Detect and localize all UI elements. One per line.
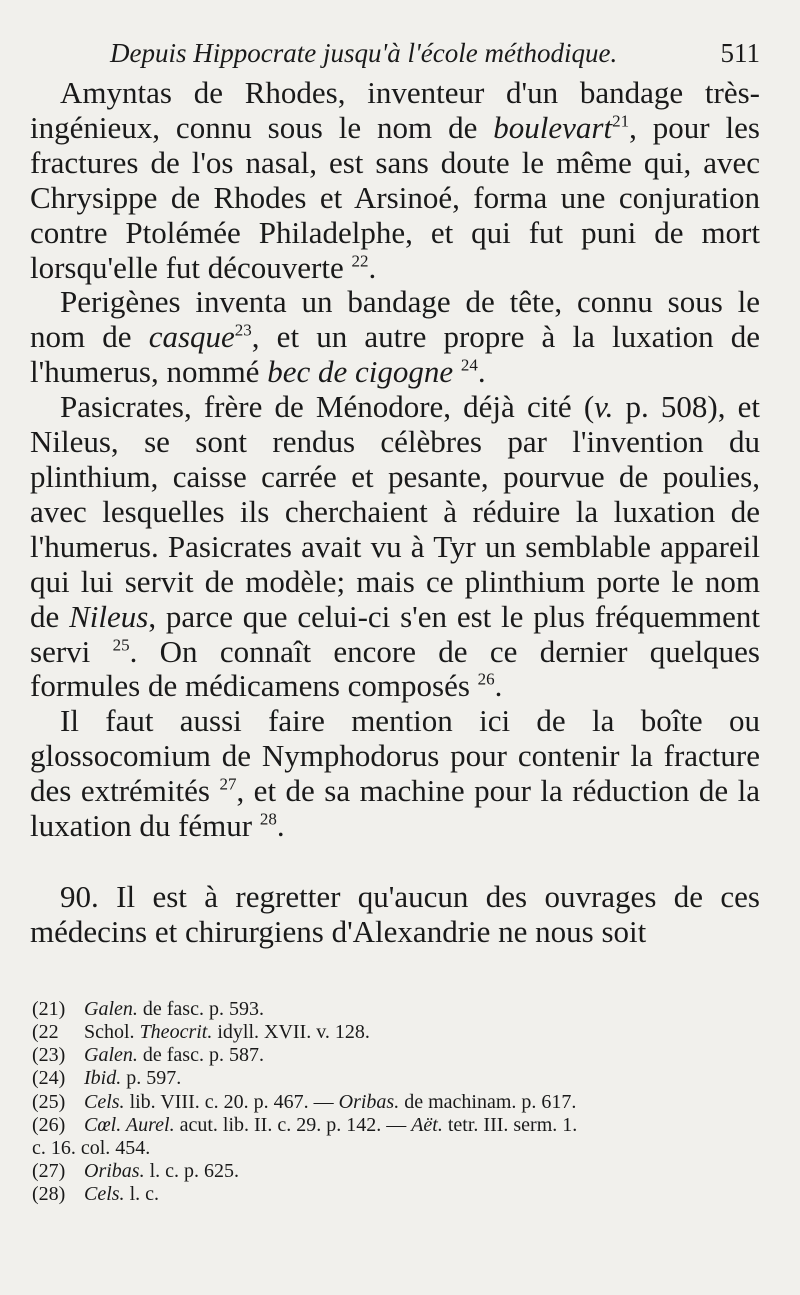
italic-text: Theocrit. — [139, 1020, 213, 1043]
footnote-marker: 24 — [460, 355, 478, 375]
text-run: , parce que celui-ci s'en est le plus fréquemment servi — [30, 598, 760, 669]
text-run: Perigènes inventa un bandage de tête, connu sous le nom de — [30, 284, 760, 355]
text-run: . — [494, 668, 503, 704]
text-run: Il faut aussi faire mention ici de la boîte ou glossocomium de Nymphodorus pour contenir la fracture des extrémités — [30, 703, 760, 809]
page-number: 511 — [720, 38, 760, 68]
italic-text: casque — [148, 319, 235, 355]
running-header — [30, 0, 760, 70]
text-run: . — [477, 354, 486, 390]
footnotes — [30, 998, 760, 1207]
text-run: c. 16. col. 454. — [32, 1136, 151, 1159]
paragraph — [30, 285, 760, 390]
text-run: 90. Il est à regretter qu'aucun des ouvrages de ces médecins et chirurgiens d'Alexandrie ne nous soit — [30, 878, 760, 949]
italic-text: Cels. — [84, 1183, 125, 1206]
text-run: acut. lib. II. c. 29. p. 142. — — [174, 1113, 412, 1136]
footnote-number: (24) — [32, 1067, 66, 1090]
footnote-number: (28) — [32, 1183, 66, 1206]
footnote — [32, 1160, 760, 1183]
text-run: p. 597. — [121, 1067, 182, 1090]
footnote-marker: 27 — [219, 774, 237, 794]
footnote-marker: 21 — [612, 111, 630, 131]
text-run: de fasc. p. 587. — [137, 1044, 264, 1067]
text-run: Schol. — [84, 1020, 140, 1043]
footnote-number: (27) — [32, 1160, 66, 1183]
text-run — [453, 354, 461, 389]
text-run: , et un autre propre à la luxation de l'humerus, nommé — [30, 319, 760, 390]
footnote — [32, 1137, 760, 1160]
text-run: . On connaît encore de ce dernier quelques formules de médicamens composés — [30, 633, 760, 704]
footnote — [32, 998, 760, 1021]
footnote — [32, 1044, 760, 1067]
numbered-paragraph — [30, 880, 760, 950]
italic-text: Aët. — [411, 1113, 443, 1136]
main-text — [30, 76, 760, 950]
text-run: l. c. p. 625. — [144, 1160, 240, 1183]
italic-text: Galen. — [84, 1044, 138, 1067]
text-run: . — [276, 808, 285, 844]
text-run: tetr. III. serm. 1. — [442, 1113, 578, 1136]
footnote-number: (22 — [32, 1020, 59, 1043]
italic-text: Ibid. — [84, 1067, 122, 1090]
footnote — [32, 1183, 760, 1206]
running-title: Depuis Hippocrate jusqu'à l'école méthodique. — [110, 38, 618, 68]
footnote-number: (23) — [32, 1044, 66, 1067]
footnote-marker: 23 — [234, 321, 252, 341]
text-run: p. 508), et Nileus, se sont rendus célèbres par l'invention du plinthium, caisse carrée et pesante, pourvue de poulies, avec lesquelles ils cherchaient à réduire la luxation de l'humerus. Pasicrates avait vu à Tyr un semblable appareil qui lui servit de modèle; mais ce plinthium porte le nom de — [30, 389, 760, 634]
footnote — [32, 1021, 760, 1044]
footnote-marker: 26 — [477, 670, 495, 690]
paragraph — [30, 76, 760, 285]
text-run: Amyntas de Rhodes, inventeur d'un bandage très-ingénieux, connu sous le nom de — [30, 75, 760, 145]
text-run: idyll. XVII. v. 128. — [212, 1020, 370, 1043]
paragraph — [30, 390, 760, 704]
footnote — [32, 1067, 760, 1090]
text-run: Pasicrates, frère de Ménodore, déjà cité ( — [60, 389, 595, 425]
italic-text: bec de cigogne — [267, 354, 454, 390]
italic-text: boulevart — [493, 109, 613, 145]
italic-text: v. — [594, 389, 614, 425]
italic-text: Cœl. Aurel. — [84, 1113, 175, 1136]
paragraph — [30, 704, 760, 844]
text-run: , pour les fractures de l'os nasal, est sans doute le même qui, avec Chrysippe de Rhodes et Arsinoé, forma une conjuration contre Ptolémée Philadelphe, et qui fut puni de mort lorsqu'elle fut découverte — [30, 109, 760, 285]
text-run: de machinam. p. 617. — [399, 1090, 577, 1113]
footnote-number: (21) — [32, 997, 66, 1020]
text-run: l. c. — [124, 1183, 159, 1206]
footnote-marker: 28 — [259, 809, 277, 829]
text-run: de fasc. p. 593. — [137, 997, 264, 1020]
italic-text: Oribas. — [338, 1090, 400, 1113]
footnote-number: (25) — [32, 1090, 66, 1113]
text-run: lib. VIII. c. 20. p. 467. — — [124, 1090, 339, 1113]
footnote-number: (26) — [32, 1113, 66, 1136]
italic-text: Nileus — [69, 598, 149, 634]
footnote — [32, 1091, 760, 1114]
italic-text: Cels. — [84, 1090, 125, 1113]
footnote-marker: 25 — [112, 635, 130, 655]
italic-text: Oribas. — [84, 1160, 145, 1183]
text-run: , et de sa machine pour la réduction de la luxation du fémur — [30, 773, 760, 844]
text-run: . — [368, 249, 377, 285]
italic-text: Galen. — [84, 997, 138, 1020]
footnote — [32, 1114, 760, 1137]
footnote-marker: 22 — [351, 251, 369, 271]
